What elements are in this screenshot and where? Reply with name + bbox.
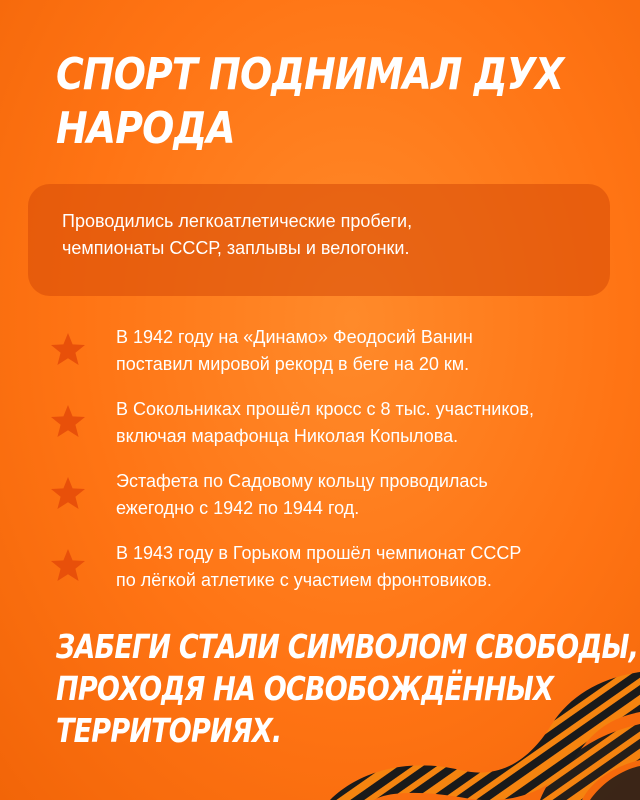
- fact-line: по лёгкой атлетике с участием фронтовиков.: [116, 570, 492, 590]
- star-icon: [50, 404, 86, 438]
- fact-line: ежегодно с 1942 по 1944 год.: [116, 498, 360, 518]
- fact-line: включая марафонца Николая Копылова.: [116, 426, 459, 446]
- title-line: НАРОДА: [56, 103, 235, 154]
- fact-line: В Сокольниках прошёл кросс с 8 тыс. участников,: [116, 399, 534, 419]
- fact-text: [116, 468, 616, 522]
- intro-text: [62, 208, 582, 262]
- fact-line: Эстафета по Садовому кольцу проводилась: [116, 471, 488, 491]
- intro-box: [28, 184, 610, 296]
- title-line: СПОРТ ПОДНИМАЛ ДУХ: [56, 49, 564, 100]
- fact-text: [116, 324, 616, 378]
- intro-line: чемпионаты СССР, заплывы и велогонки.: [62, 238, 410, 258]
- slogan-line: ЗАБЕГИ СТАЛИ СИМВОЛОМ СВОБОДЫ,: [56, 627, 639, 666]
- fact-text: [116, 540, 616, 594]
- fact-item: [50, 320, 610, 392]
- fact-item: [50, 536, 610, 608]
- fact-line: В 1943 году в Горьком прошёл чемпионат СССР: [116, 543, 522, 563]
- star-icon: [50, 332, 86, 366]
- slogan: [56, 626, 639, 752]
- fact-text: [116, 396, 616, 450]
- facts-list: [50, 320, 610, 608]
- intro-line: Проводились легкоатлетические пробеги,: [62, 211, 413, 231]
- fact-line: поставил мировой рекорд в беге на 20 км.: [116, 354, 470, 374]
- fact-line: В 1942 году на «Динамо» Феодосий Ванин: [116, 327, 473, 347]
- fact-item: [50, 392, 610, 464]
- star-icon: [50, 476, 86, 510]
- slogan-line: ТЕРРИТОРИЯХ.: [56, 711, 282, 750]
- slogan-line: ПРОХОДЯ НА ОСВОБОЖДЁННЫХ: [56, 669, 554, 708]
- page-title: [56, 48, 564, 156]
- fact-item: [50, 464, 610, 536]
- star-icon: [50, 548, 86, 582]
